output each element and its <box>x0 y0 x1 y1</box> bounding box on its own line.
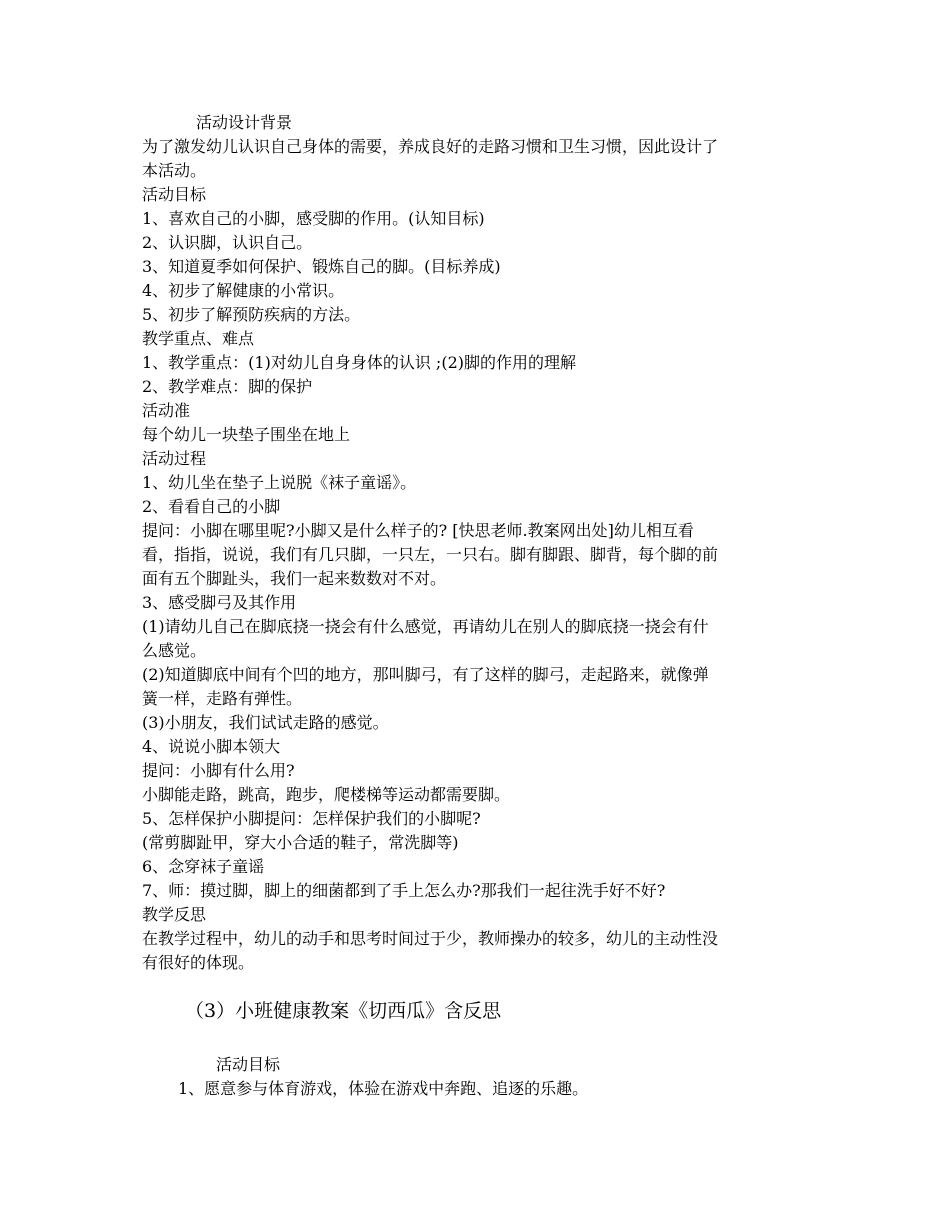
section-list-item: 1、愿意参与体育游戏，体验在游戏中奔跑、追逐的乐趣。 <box>178 1079 589 1098</box>
paragraph-line: 看，指指，说说，我们有几只脚，一只左，一只右。脚有脚跟、脚背，每个脚的前 <box>142 545 719 564</box>
paragraph-line: 每个幼儿一块垫子围坐在地上 <box>142 425 351 444</box>
paragraph-line: 有很好的体现。 <box>142 953 255 972</box>
paragraph-line: 提问：小脚有什么用? <box>142 761 295 780</box>
paragraph-line: 为了激发幼儿认识自己身体的需要，养成良好的走路习惯和卫生习惯，因此设计了 <box>142 137 719 156</box>
heading-design-background: 活动设计背景 <box>196 113 293 132</box>
list-item: 6、念穿袜子童谣 <box>142 857 265 876</box>
list-item: 2、认识脚，认识自己。 <box>142 233 313 252</box>
list-item: 4、说说小脚本领大 <box>142 737 281 756</box>
heading-key-points: 教学重点、难点 <box>142 329 255 348</box>
heading-preparation: 活动准 <box>142 401 191 420</box>
heading-teaching-reflection: 教学反思 <box>142 905 207 924</box>
list-item: 1、教学重点：(1)对幼儿自身身体的认识 ;(2)脚的作用的理解 <box>142 353 576 372</box>
list-item: 1、喜欢自己的小脚，感受脚的作用。(认知目标) <box>142 209 485 228</box>
list-item: 2、看看自己的小脚 <box>142 497 281 516</box>
paragraph-line: 簧一样，走路有弹性。 <box>142 689 303 708</box>
list-item: 5、怎样保护小脚提问：怎样保护我们的小脚呢? <box>142 809 481 828</box>
paragraph-line: (3)小朋友，我们试试走路的感觉。 <box>142 713 389 732</box>
section-title: （3）小班健康教案《切西瓜》含反思 <box>185 1000 502 1022</box>
list-item: 7、师：摸过脚，脚上的细菌都到了手上怎么办?那我们一起往洗手好不好? <box>142 881 666 900</box>
list-item: 3、感受脚弓及其作用 <box>142 593 297 612</box>
list-item: 2、教学难点：脚的保护 <box>142 377 313 396</box>
paragraph-line: (2)知道脚底中间有个凹的地方，那叫脚弓，有了这样的脚弓，走起路来，就像弹 <box>142 665 709 684</box>
paragraph-line: 面有五个脚趾头，我们一起来数数对不对。 <box>142 569 447 588</box>
paragraph-line: (1)请幼儿自己在脚底挠一挠会有什么感觉，再请幼儿在别人的脚底挠一挠会有什 <box>142 617 709 636</box>
paragraph-line: 小脚能走路，跳高，跑步，爬楼梯等运动都需要脚。 <box>142 785 511 804</box>
heading-activity-process: 活动过程 <box>142 449 207 468</box>
paragraph-line: 在教学过程中，幼儿的动手和思考时间过于少，教师操办的较多，幼儿的主动性没 <box>142 929 719 948</box>
paragraph-line: 提问：小脚在哪里呢?小脚又是什么样子的? [快思老师.教案网出处]幼儿相互看 <box>142 521 694 540</box>
list-item: 4、初步了解健康的小常识。 <box>142 281 345 300</box>
list-item: 5、初步了解预防疾病的方法。 <box>142 305 361 324</box>
heading-activity-goals: 活动目标 <box>142 185 207 204</box>
paragraph-line: (常剪脚趾甲，穿大小合适的鞋子，常洗脚等) <box>142 833 459 852</box>
paragraph-line: 么感觉。 <box>142 641 207 660</box>
list-item: 3、知道夏季如何保护、锻炼自己的脚。(目标养成) <box>142 257 501 276</box>
list-item: 1、幼儿坐在垫子上说脱《袜子童谣》。 <box>142 473 417 492</box>
paragraph-line: 本活动。 <box>142 161 207 180</box>
section-sub-heading: 活动目标 <box>216 1055 281 1074</box>
